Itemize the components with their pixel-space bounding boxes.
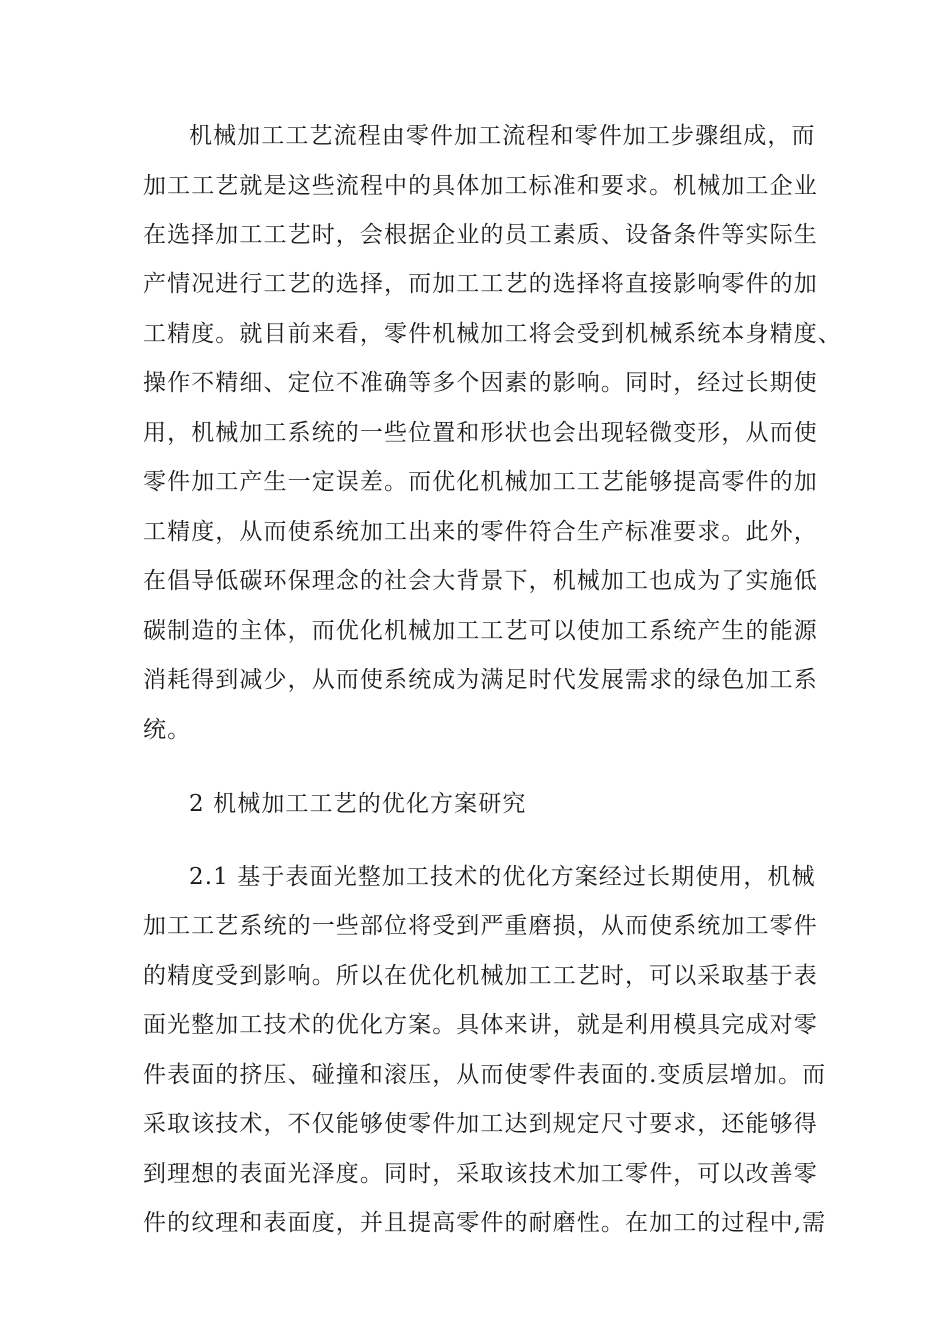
paragraph-1-line: 统。 <box>143 717 192 743</box>
paragraph-1-line: 加工工艺就是这些流程中的具体加工标准和要求。机械加工企业 <box>143 173 818 199</box>
paragraph-1-line: 用，机械加工系统的一些位置和形状也会出现轻微变形，从而使 <box>143 420 818 446</box>
paragraph-1-line: 工精度。就目前来看，零件机械加工将会受到机械系统本身精度、 <box>143 321 842 347</box>
paragraph-2-line: 2.1 基于表面光整加工技术的优化方案经过长期使用，机械 <box>189 864 816 890</box>
paragraph-1-line: 在选择加工工艺时，会根据企业的员工素质、设备条件等实际生 <box>143 222 818 248</box>
section-heading: 2 机械加工工艺的优化方案研究 <box>189 791 527 817</box>
paragraph-1-line: 机械加工工艺流程由零件加工流程和零件加工步骤组成，而 <box>189 123 816 149</box>
paragraph-1-line: 消耗得到减少，从而使系统成为满足时代发展需求的绿色加工系 <box>143 667 818 693</box>
paragraph-1-line: 工精度，从而使系统加工出来的零件符合生产标准要求。此外， <box>143 519 818 545</box>
paragraph-2-line: 件的纹理和表面度，并且提高零件的耐磨性。在加工的过程中,需 <box>143 1210 827 1236</box>
paragraph-1-line: 零件加工产生一定误差。而优化机械加工工艺能够提高零件的加 <box>143 469 818 495</box>
paragraph-2-line: 面光整加工技术的优化方案。具体来讲，就是利用模具完成对零 <box>143 1012 818 1038</box>
paragraph-2-line: 到理想的表面光泽度。同时，采取该技术加工零件，可以改善零 <box>143 1161 818 1187</box>
paragraph-1-line: 产情况进行工艺的选择，而加工工艺的选择将直接影响零件的加 <box>143 271 818 297</box>
paragraph-2-line: 加工工艺系统的一些部位将受到严重磨损，从而使系统加工零件 <box>143 913 818 939</box>
paragraph-2-line: 件表面的挤压、碰撞和滚压，从而使零件表面的.变质层增加。而 <box>143 1062 827 1088</box>
paragraph-2-line: 的精度受到影响。所以在优化机械加工工艺时，可以采取基于表 <box>143 963 818 989</box>
paragraph-1-line: 碳制造的主体，而优化机械加工工艺可以使加工系统产生的能源 <box>143 618 818 644</box>
paragraph-2-line: 采取该技术，不仅能够使零件加工达到规定尺寸要求，还能够得 <box>143 1111 818 1137</box>
paragraph-1-line: 在倡导低碳环保理念的社会大背景下，机械加工也成为了实施低 <box>143 568 818 594</box>
paragraph-1-line: 操作不精细、定位不准确等多个因素的影响。同时，经过长期使 <box>143 370 818 396</box>
